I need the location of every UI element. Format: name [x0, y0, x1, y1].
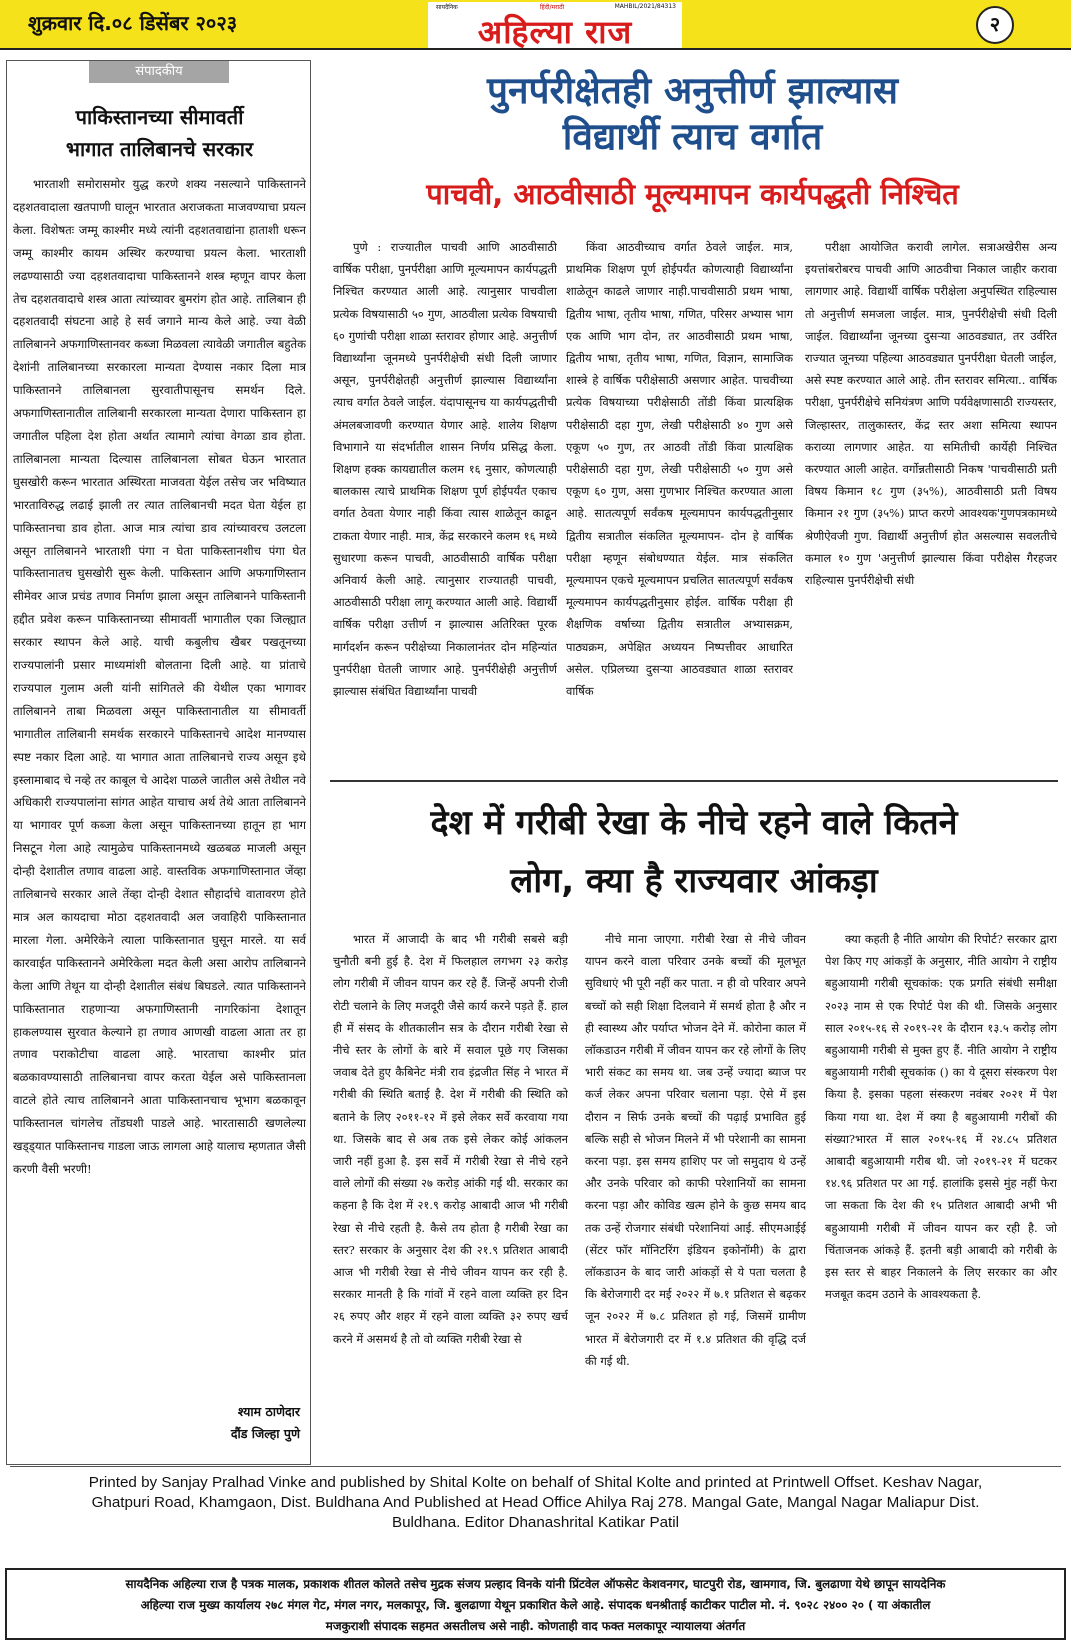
editorial-title-line1: पाकिस्तानच्या सीमावर्ती	[75, 105, 244, 129]
masthead-logo-text: अहिल्या राज	[477, 13, 633, 51]
article2-headline	[330, 794, 1058, 910]
imprint-line: Printed by Sanjay Pralhad Vinke and published by Shital Kolte on behalf of Shital Kolte and printed at Printwell Offset. Keshav Nagar,	[88, 1474, 983, 1491]
editorial-box	[6, 60, 311, 1465]
editorial-body	[13, 173, 306, 1393]
page-number-badge: २	[976, 6, 1014, 44]
article1-headline-line1: पुनर्परीक्षेतही अनुत्तीर्ण झाल्यास	[486, 69, 899, 112]
article1-headline	[330, 68, 1055, 160]
editorial-title-line2: भागात तालिबानचे सरकार	[65, 137, 254, 161]
article1-col2-text: किंवा आठवीच्याच वर्गात ठेवले जाईल. मात्र, प्राथमिक शिक्षण पूर्ण होईपर्यंत कोणत्याही विद्यार्थ्यांना शाळेतून काढले जाणार नाही.पाचवीसाठी प्रथम भाषा, द्वितीय भाषा, तृतीय भाषा, गणित, परिसर अभ्यास भाग एक आणि भाग दोन, तर आठवीसाठी प्रथम भाषा, द्वितीय भाषा, तृतीय भाषा, गणित, विज्ञान, सामाजिक शास्त्रे हे वार्षिक परीक्षेसाठी असणार आहेत. पाचवीच्या प्रत्येक विषयाच्या परीक्षेसाठी तोंडी किंवा प्रात्यक्षिक परीक्षेसाठी दहा गुण, लेखी परीक्षेसाठी ४० गुण असे एकूण ५० गुण, तर आठवी तोंडी किंवा प्रात्यक्षिक परीक्षेसाठी दहा गुण, लेखी परीक्षेसाठी ५० गुण असे एकूण ६० गुण, असा गुणभार निश्चित करण्यात आला आहे. सातत्यपूर्ण सर्वंकष मूल्यमापन कार्यपद्धतीनुसार द्वितीय सत्रातील संकलित मूल्यमापन- दोन हे वार्षिक परीक्षा म्हणून संबोधण्यात येईल. मात्र संकलित मूल्यमापन एकचे मूल्यमापन प्रचलित सातत्यपूर्ण सर्वंकष मूल्यमापन कार्यपद्धतीनुसार होईल. वार्षिक परीक्षा ही शैक्षणिक वर्षाच्या द्वितीय सत्रातील अभ्यासक्रम, पाठ्यक्रम, अपेक्षित अध्ययन निष्पत्तीवर आधारित असेल. एप्रिलच्या दुसऱ्या आठवड्यात शाळा स्तरावर वार्षिक	[566, 240, 793, 699]
author-name: श्याम ठाणेदार	[237, 1404, 300, 1419]
article1-column-2	[566, 236, 793, 778]
article1-headline-line2: विद्यार्थी त्याच वर्गात	[562, 115, 823, 158]
section-divider	[330, 780, 1058, 782]
footer-line: सायदैनिक अहिल्या राज है पत्रक मालक, प्रकाशक शीतल कोलते तसेच मुद्रक संजय प्रल्हाद विनके यांनी प्रिंटवेल ऑफसेट केशवनगर, घाटपुरी रोड, खामगाव, जि. बुलढाणा येथे छापून सायदेनिक	[125, 1577, 946, 1591]
page-header	[0, 0, 1071, 50]
article2-col3-text: क्या कहती है नीति आयोग की रिपोर्ट? सरकार द्वारा पेश किए गए आंकड़ों के अनुसार, नीति आयोग ने राष्ट्रीय बहुआयामी गरीबी सूचकांक: एक प्रगति संबंधी समीक्षा २०२३ नाम से एक रिपोर्ट पेश की थी. जिसके अनुसार साल २०१५-१६ से २०१९-२१ के दौरान १३.५ करोड़ लोग बहुआयामी गरीबी से मुक्त हुए हैं. नीति आयोग ने राष्ट्रीय बहुआयामी गरीबी सूचकांक () का ये दूसरा संस्करण पेश किया है. इसका पहला संस्करण नवंबर २०२१ में पेश किया गया था. देश में क्या है बहुआयामी गरीबों की संख्या?भारत में साल २०१५-१६ में २४.८५ प्रतिशत आबादी बहुआयामी गरीब थी. जो २०१९-२१ में घटकर १४.९६ प्रतिशत पर आ गई. हालांकि इससे मुंह नहीं फेरा जा सकता कि देश की १५ प्रतिशत आबादी अभी भी बहुआयामी गरीबी में जीवन यापन कर रही है. जो चिंताजनक आंकड़े हैं. इतनी बड़ी आबादी को गरीबी के इस स्तर से बाहर निकालने के लिए सरकार का और मजबूत कदम उठाने के आवश्यकता है.	[825, 932, 1057, 1302]
footer-disclaimer	[5, 1568, 1066, 1640]
article2-column-3	[825, 928, 1057, 1444]
editorial-title	[13, 101, 306, 165]
article2-column-1	[333, 928, 568, 1444]
article1-subheadline: पाचवी, आठवीसाठी मूल्यमापन कार्यपद्धती निश्चित	[426, 177, 959, 211]
masthead-registration: MAHBIL/2021/84313	[614, 3, 676, 10]
masthead-tag-center: हिंदी/मराठी	[540, 4, 565, 11]
article1-col1-text: पुणे : राज्यातील पाचवी आणि आठवीसाठी वार्षिक परीक्षा, पुनर्परीक्षा आणि मूल्यमापन कार्यपद्धती निश्चित करण्यात आली आहे. त्यानुसार पाचवीला प्रत्येक विषयासाठी ५० गुण, आठवीला प्रत्येक विषयाची ६० गुणांची परीक्षा शाळा स्तरावर होणार आहे. अनुत्तीर्ण विद्यार्थ्यांना जूनमध्ये पुनर्परीक्षेची संधी दिली जाणार असून, पुनर्परीक्षेतही अनुत्तीर्ण झाल्यास विद्यार्थ्यांना त्याच वर्गात ठेवले जाईल. यंदापासूनच या कार्यपद्धतीची अंमलबजावणी करण्यात येणार आहे. शालेय शिक्षण विभागाने या संदर्भातील शासन निर्णय प्रसिद्ध केला. शिक्षण हक्क कायद्यातील कलम १६ नुसार, कोणत्याही बालकास त्याचे प्राथमिक शिक्षण पूर्ण होईपर्यंत एकाच वर्गात ठेवता येणार नाही किंवा त्यास शाळेतून काढून टाकता येणार नाही. मात्र, केंद्र सरकारने कलम १६ मध्ये सुधारणा करून पाचवी, आठवीसाठी वार्षिक परीक्षा अनिवार्य केली आहे. त्यानुसार राज्यातही पाचवी, आठवीसाठी परीक्षा लागू करण्यात आली आहे. विद्यार्थी वार्षिक परीक्षा उत्तीर्ण न झाल्यास अतिरिक्त पूरक मार्गदर्शन करून परीक्षेच्या निकालानंतर दोन महिन्यांत पुनर्परीक्षा घेतली जाणार आहे. पुनर्परीक्षेही अनुत्तीर्ण झाल्यास संबंधित विद्यार्थ्यांना पाचवी	[333, 240, 557, 699]
masthead	[428, 2, 682, 51]
article2-headline-line2: लोग, क्या है राज्यवार आंकड़ा	[510, 861, 878, 901]
article2-headline-line1: देश में गरीबी रेखा के नीचे रहने वाले कितने	[430, 803, 958, 843]
article2-col1-text: भारत में आजादी के बाद भी गरीबी सबसे बड़ी चुनौती बनी हुई है. देश में फिलहाल लगभग २३ करोड़ लोग गरीबी में जीवन यापन कर रहे हैं. जिन्हें अपनी रोजी रोटी चलाने के लिए मजदूरी जैसे कार्य करने पड़ते हैं. हाल ही में संसद के शीतकालीन सत्र के दौरान गरीबी रेखा से नीचे स्तर के लोगों के बारे में सवाल पूछे गए जिसका जवाब देते हुए कैबिनेट मंत्री राव इंद्रजीत सिंह ने भारत में गरीबी की स्थिति बताई है. देश में गरीबी की स्थिति को बताने के लिए २०११-१२ में इसे लेकर सर्वे करवाया गया था. जिसके बाद से अब तक इसे लेकर कोई आंकलन जारी नहीं हुआ है. इस सर्वे में गरीबी रेखा से नीचे रहने वाले लोगों की संख्या २७ करोड़ आंकी गई थी. सरकार का कहना है कि देश में २१.९ करोड़ आबादी आज भी गरीबी रेखा से नीचे रहती है. कैसे तय होता है गरीबी रेखा का स्तर? सरकार के अनुसार देश की २१.९ प्रतिशत आबादी आज भी गरीबी रेखा से नीचे जीवन यापन कर रही है. सरकार मानती है कि गांवों में रहने वाला व्यक्ति हर दिन २६ रुपए और शहर में रहने वाला व्यक्ति ३२ रुपए खर्च करने में असमर्थ है तो वो व्यक्ति गरीबी रेखा से	[333, 932, 568, 1346]
article1-column-3	[805, 236, 1057, 778]
editorial-label: संपादकीय	[89, 61, 229, 83]
article2-column-2	[585, 928, 806, 1444]
article2-col2-text: नीचे माना जाएगा. गरीबी रेखा से नीचे जीवन यापन करने वाला परिवार उनके बच्चों की मूलभूत सुविधाएं भी पूरी नहीं कर पाता. न ही वो परिवार अपने बच्चों को सही शिक्षा दिलवाने में समर्थ होता है और न ही स्वास्थ्य और पर्याप्त भोजन देने में. कोरोना काल में लॉकडाउन गरीबी में जीवन यापन कर रहे लोगों के लिए भारी संकट का समय था. जब उन्हें ज्यादा ब्याज पर कर्ज लेकर अपना परिवार चलाना पड़ा. ऐसे में इस दौरान न सिर्फ उनके बच्चों की पढ़ाई प्रभावित हुई बल्कि सही से भोजन मिलने में भी परेशानी का सामना करना पड़ा. इस समय हाशिए पर जो समुदाय थे उन्हें और उनके परिवार को काफी परेशानियों का सामना करना पड़ा और कोविड खत्म होने के कुछ समय बाद तक उन्हें रोजगार संबंधी परेशानियां आई. सीएमआईई (सेंटर फॉर मॉनिटरिंग इंडियन इकोनॉमी) के द्वारा लॉकडाउन के बाद जारी आंकड़ों से ये पता चलता है कि बेरोजगारी दर मई २०२२ में ७.१ प्रतिशत से बढ़कर जून २०२२ में ७.८ प्रतिशत हो गई, जिसमें ग्रामीण भारत में बेरोजगारी दर में १.४ प्रतिशत की वृद्धि दर्ज की गई थी.	[585, 932, 806, 1368]
editorial-paragraph: भारताशी समोरासमोर युद्ध करणे शक्य नसल्याने पाकिस्तानने दहशतवादाला खतपाणी घालून भारतात अराजकता माजवण्याचा प्रयत्न केला. विशेषतः जम्मू काश्मीर मध्ये त्यांनी दहशतवाद्यांना हाताशी धरून जम्मू काश्मीर कायम अस्थिर करण्याचा प्रयत्न केला. भारताशी लढण्यासाठी ज्या दहशतवादाचा पाकिस्तानने शस्त्र म्हणून वापर केला तेच दहशतवादाचे शस्त्र आता त्यांच्यावर बुमरांग होत आहे. तालिबान ही दहशतवादी संघटना आहे हे सर्व जगाने मान्य केले आहे. ज्या वेळी तालिबानने अफगाणिस्तानवर कब्जा मिळवला त्यावेळी जगातील बहुतेक देशांनी तालिबानच्या सरकारला मान्यता देण्यास नकार दिला मात्र पाकिस्तानने तालिबानला सुरवातीपासूनच समर्थन दिले. अफगाणिस्तानातील तालिबानी सरकारला मान्यता देणारा पाकिस्तान हा जगातील पहिला देश होता अर्थात त्यामागे त्यांचा वेगळा डाव होता. तालिबानला मान्यता दिल्यास तालिबानला सोबत घेऊन भारतात घुसखोरी करून भारतात अस्थिरता माजवता येईल तसेच जर भविष्यात भारताविरुद्ध लढाई झाली तर त्यात तालिबानची मदत घेता येईल हा पाकिस्तानचा डाव होता. आज मात्र त्यांचा डाव त्यांच्यावरच उलटला असून तालिबानने भारताशी पंगा न घेता पाकिस्तानशीच पंगा घेत पाकिस्तानातच घुसखोरी सुरू केली. पाकिस्तान आणि अफगाणिस्तान सीमेवर आज प्रचंड तणाव निर्माण झाला असून तालिबानने पाकिस्तानी हद्दीत प्रवेश करून पाकिस्तानच्या सीमावर्ती भागातील एका जिल्ह्यात सरकार स्थापन केले आहे. याची कबुलीच खैबर पखतूनच्या राज्यपालांनी प्रसार माध्यमांशी बोलताना दिली आहे. या प्रांताचे राज्यपाल गुलाम अली यांनी सांगितले की येथील एका भागावर तालिबानने ताबा मिळवला असून पाकिस्तानातील या सीमावर्ती भागातील तालिबानी समर्थक सरकारने पाकिस्तानचे आदेश मानण्यास स्पष्ट नकार दिला आहे. या भागात आता तालिबानचे राज्य असून इथे इस्लामाबाद चे नव्हे तर काबूल चे आदेश पाळले जातील असे तेथील नवे अधिकारी राज्यपालांना सांगत आहेत याचाच अर्थ तेथे आता तालिबानने या भागावर पूर्ण कब्जा केला असून पाकिस्तानच्या हातून हा भाग निसटून गेला आहे त्यामुळेच पाकिस्तानमध्ये खळबळ माजली असून दोन्ही देशातील तणाव वाढला आहे. वास्तविक अफगाणिस्तानात जेंव्हा तालिबानचे सरकार आले तेंव्हा दोन्ही देशात सौहार्दाचे वातावरण होते मात्र अल कायदाचा मोठा दहशतवादी अल जवाहिरी पाकिस्तानात मारला गेला. अमेरिकेने त्याला पाकिस्तानात घुसून मारले. या सर्व कारवाईत पाकिस्तानने अमेरिकेला मदत केली असा आरोप तालिबानने केला आणि तेथून या दोन्ही देशातील संबंध बिघडले. त्यात पाकिस्तानने पाकिस्तानात राहणाऱ्या अफगाणिस्तानी नागरिकांना देशातून हाकलण्यास सुरवात केल्याने हा तणाव आणखी वाढला आता तर हा तणाव पराकोटीचा वाढला आहे. भारताचा काश्मीर प्रांत बळकावण्यासाठी तालिबानचा वापर करता येईल असे पाकिस्तानला वाटले होते त्याच तालिबानने आता पाकिस्तानचाच भूभाग बळकावून पाकिस्तानल चांगलेच तोंडघशी पाडले आहे. भारतासाठी खणलेल्या खड्ड्यात पाकिस्तानच गाडला जाऊ लागला आहे यालाच म्हणतात जैसी करणी वैसी भरणी!	[13, 177, 306, 1176]
masthead-tag-left: सायदैनिक	[436, 4, 458, 11]
article1-column-1	[333, 236, 557, 778]
author-place: दौंड जिल्हा पुणे	[230, 1426, 300, 1441]
footer-line: अहिल्या राज मुख्य कार्यालय २७८ मंगल गेट, मंगल नगर, मलकापूर, जि. बुलढाणा येथून प्रकाशित केले आहे. संपादक धनश्रीताई काटीकर पाटील मो. नं. ९०२८ २४०० २० ( या अंकातील	[140, 1598, 931, 1612]
imprint-line: Buldhana. Editor Dhanashrital Katikar Patil	[391, 1514, 680, 1531]
editorial-author	[231, 1401, 300, 1445]
footer-line: मजकुराशी संपादक सहमत असतीलच असे नाही. कोणताही वाद फक्त मलकापूर न्यायालया अंतर्गत	[325, 1619, 746, 1633]
imprint-line: Ghatpuri Road, Khamgaon, Dist. Buldhana And Published at Head Office Ahilya Raj 278. Mangal Gate, Mangal Nagar Maliapur Dist.	[91, 1494, 980, 1511]
print-imprint	[10, 1466, 1061, 1540]
issue-date: शुक्रवार दि.०८ डिसेंबर २०२३	[28, 11, 238, 35]
article1-col3-text: परीक्षा आयोजित करावी लागेल. सत्राअखेरीस अन्य इयत्तांबरोबरच पाचवी आणि आठवीचा निकाल जाहीर करावा लागणार आहे. विद्यार्थी वार्षिक परीक्षेला अनुपस्थित राहिल्यास तो अनुत्तीर्ण समजला जाईल. मात्र, पुनर्परीक्षेची संधी दिली जाईल. विद्यार्थ्यांना जूनच्या दुसऱ्या आठवड्यात, तर उर्वरित राज्यात जूनच्या पहिल्या आठवड्यात पुनर्परीक्षा घेतली जाईल, असे स्पष्ट करण्यात आले आहे. तीन स्तरावर समित्या.. वार्षिक परीक्षा, पुनर्परीक्षेचे सनियंत्रण आणि पर्यवेक्षणासाठी राज्यस्तर, जिल्हास्तर, तालुकास्तर, केंद्र स्तर अशा समित्या स्थापन कराव्या लागणार आहेत. या समितीची कार्येही निश्चित करण्यात आली आहेत. वर्गोन्नतीसाठी निकष 'पाचवीसाठी प्रती विषय किमान १८ गुण (३५%), आठवीसाठी प्रती विषय किमान २१ गुण (३५%) प्राप्त करणे आवश्यक'गुणपत्रकामध्ये श्रेणीऐवजी गुण. विद्यार्थी अनुत्तीर्ण होत असल्यास सवलतीचे कमाल १० गुण 'अनुत्तीर्ण झाल्यास किंवा परीक्षेस गैरहजर राहिल्यास पुनर्परीक्षेची संधी	[805, 240, 1057, 588]
